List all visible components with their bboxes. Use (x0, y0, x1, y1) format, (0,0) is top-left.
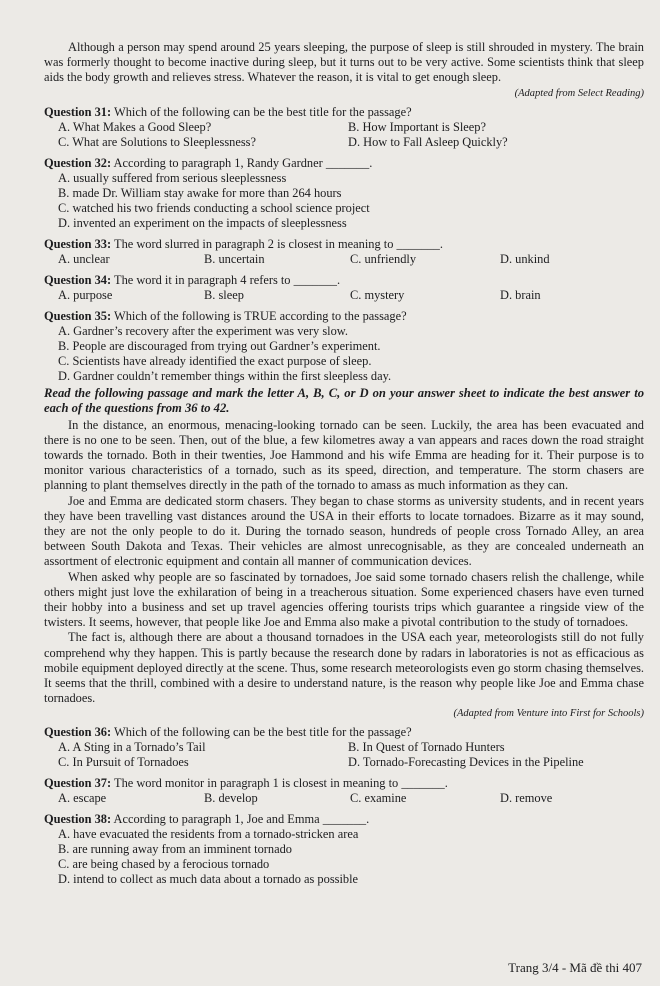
question-stem (44, 105, 644, 120)
answer-options (44, 740, 644, 770)
question-number: Question 36: (44, 725, 112, 740)
answer-option[interactable]: C. examine (350, 791, 407, 806)
answer-option[interactable]: D. invented an experiment on the impacts of sleeplessness (58, 215, 347, 230)
answer-option[interactable]: A. unclear (58, 251, 110, 266)
source-prefix: (Adapted from (514, 87, 578, 99)
source-suffix: ) (640, 87, 644, 99)
answer-option[interactable]: D. Tornado-Forecasting Devices in the Pipeline (348, 755, 584, 770)
answer-option[interactable]: B. People are discouraged from trying out Gardner’s experiment. (58, 338, 381, 353)
answer-option[interactable]: C. In Pursuit of Tornadoes (58, 755, 189, 770)
passage2 (44, 418, 644, 707)
answer-option[interactable]: A. have evacuated the residents from a tornado-stricken area (58, 827, 359, 842)
question-stem (44, 273, 644, 288)
answer-option[interactable]: D. brain (500, 287, 541, 302)
question-stem (44, 725, 644, 740)
question-number: Question 38: (44, 812, 112, 827)
answer-option[interactable]: C. unfriendly (350, 251, 417, 266)
answer-option[interactable]: B. How Important is Sleep? (348, 119, 486, 134)
question-text: Which of the following is TRUE according to the passage? (114, 308, 407, 323)
answer-option[interactable]: B. In Quest of Tornado Hunters (348, 740, 505, 755)
question-text: Which of the following can be the best title for the passage? (114, 725, 412, 740)
passage1-paragraph: Although a person may spend around 25 years sleeping, the purpose of sleep is still shrouded in mystery. The brain was formerly thought to become inactive during sleep, but it turns out to be very active. Some scientists think that sleep aids the body growth and relieves stress. Whatever the reason, it is vital to get enough sleep. (44, 40, 644, 85)
answer-option[interactable]: A. A Sting in a Tornado’s Tail (58, 740, 206, 755)
question-stem (44, 156, 644, 171)
question-text: According to paragraph 1, Joe and Emma _______. (113, 812, 370, 827)
answer-options (44, 171, 644, 231)
answer-options (44, 120, 644, 150)
answer-option[interactable]: A. Gardner’s recovery after the experiment was very slow. (58, 323, 349, 338)
source-title: Venture into First for Schools (516, 708, 641, 720)
passage2-paragraph-2: Joe and Emma are dedicated storm chasers. They began to chase storms as university students, and in recent years they have been travelling vast distances around the USA in their efforts to locate tornadoes. Bizarre as it may sound, they are not the only people to do it. During the tornado season, hundreds of people cross Tornado Alley, an area between South Dakota and Texas. Their vehicles are almost unrecognisable, as they are concealed underneath an assortment of electronic equipment and contain all manner of communication devices. (44, 493, 644, 569)
answer-option[interactable]: C. are being chased by a ferocious tornado (58, 857, 270, 872)
question-number: Question 37: (44, 776, 112, 791)
answer-option[interactable]: B. made Dr. William stay awake for more than 264 hours (58, 185, 342, 200)
page-footer: Trang 3/4 - Mã đề thi 407 (508, 960, 642, 975)
answer-options (44, 252, 644, 267)
answer-option[interactable]: D. remove (500, 791, 553, 806)
question-text: The word it in paragraph 4 refers to _______. (114, 272, 341, 287)
answer-option[interactable]: B. develop (204, 791, 258, 806)
answer-options (44, 288, 644, 303)
passage2-paragraph-1: In the distance, an enormous, menacing-looking tornado can be seen. Luckily, the area has been evacuated and there is no one to be seen. Then, out of the blue, a few kilometres away a van appears and races down the road straight towards the tornado. Both in their twenties, Joe Hammond and his wife Emma are heading for it. Their purpose is to monitor various characteristics of a tornado, such as its speed, direction, and temperature. The storm chasers are planning to plant themselves directly in the path of the tornado to amass as much information as they can. (44, 417, 644, 493)
answer-option[interactable]: C. Scientists have already identified the exact purpose of sleep. (58, 353, 372, 368)
instruction: Read the following passage and mark the letter A, B, C, or D on your answer sheet to indicate the best answer to each of the questions from 36 to 42. (44, 385, 644, 415)
answer-option[interactable]: C. mystery (350, 287, 405, 302)
answer-option[interactable]: C. watched his two friends conducting a school science project (58, 200, 370, 215)
question-text: Which of the following can be the best title for the passage? (114, 104, 412, 119)
passage1-source (44, 88, 644, 99)
answer-option[interactable]: D. Gardner couldn’t remember things within the first sleepless day. (58, 368, 392, 383)
source-suffix: ) (640, 708, 644, 720)
question-number: Question 33: (44, 236, 112, 251)
answer-option[interactable]: D. How to Fall Asleep Quickly? (348, 134, 508, 149)
answer-option[interactable]: B. uncertain (204, 251, 265, 266)
answer-option[interactable]: A. What Makes a Good Sleep? (58, 119, 212, 134)
question-text: The word slurred in paragraph 2 is closest in meaning to _______. (114, 236, 443, 251)
answer-options (44, 324, 644, 384)
answer-option[interactable]: B. are running away from an imminent tornado (58, 842, 292, 857)
question-stem (44, 237, 644, 252)
source-prefix: (Adapted from (453, 708, 517, 720)
question-stem (44, 812, 644, 827)
answer-option[interactable]: A. escape (58, 791, 107, 806)
answer-option[interactable]: A. purpose (58, 287, 113, 302)
question-stem (44, 776, 644, 791)
answer-options (44, 827, 644, 887)
answer-options (44, 791, 644, 806)
passage2-paragraph-4: The fact is, although there are about a thousand tornadoes in the USA each year, meteorologists still do not fully comprehend why they happen. This is partly because the research done by radars in laboratories is not as efficacious as mobile equipment deployed directly at the scene. Thus, some research meteorologists even go storm chasing themselves. It seems that the thrill, combined with a desire to understand nature, is the reason why people like Joe and Emma chase tornadoes. (44, 630, 644, 706)
question-number: Question 35: (44, 308, 112, 323)
passage2-source (44, 708, 644, 719)
question-text: According to paragraph 1, Randy Gardner _______. (113, 155, 373, 170)
question-number: Question 31: (44, 104, 112, 119)
passage2-paragraph-3: When asked why people are so fascinated by tornadoes, Joe said some tornado chasers relish the challenge, while others might just love the exhilaration of being in a treacherous situation. Some experienced chasers have even turned their hobby into a business and set up travel agencies offering tourists trips which guarantee a ringside view of the twisters. It seems, however, that people like Joe and Emma also make a pivotal contribution to the study of tornadoes. (44, 569, 644, 630)
question-number: Question 32: (44, 155, 112, 170)
answer-option[interactable]: A. usually suffered from serious sleeplessness (58, 170, 287, 185)
questions-31-35 (44, 105, 644, 384)
source-title: Select Reading (577, 87, 641, 99)
questions-36-38 (44, 725, 644, 887)
question-text: The word monitor in paragraph 1 is closest in meaning to _______. (114, 776, 448, 791)
answer-option[interactable]: D. intend to collect as much data about a tornado as possible (58, 872, 359, 887)
question-number: Question 34: (44, 272, 112, 287)
answer-option[interactable]: C. What are Solutions to Sleeplessness? (58, 134, 256, 149)
answer-option[interactable]: B. sleep (204, 287, 244, 302)
answer-option[interactable]: D. unkind (500, 251, 550, 266)
question-stem (44, 309, 644, 324)
